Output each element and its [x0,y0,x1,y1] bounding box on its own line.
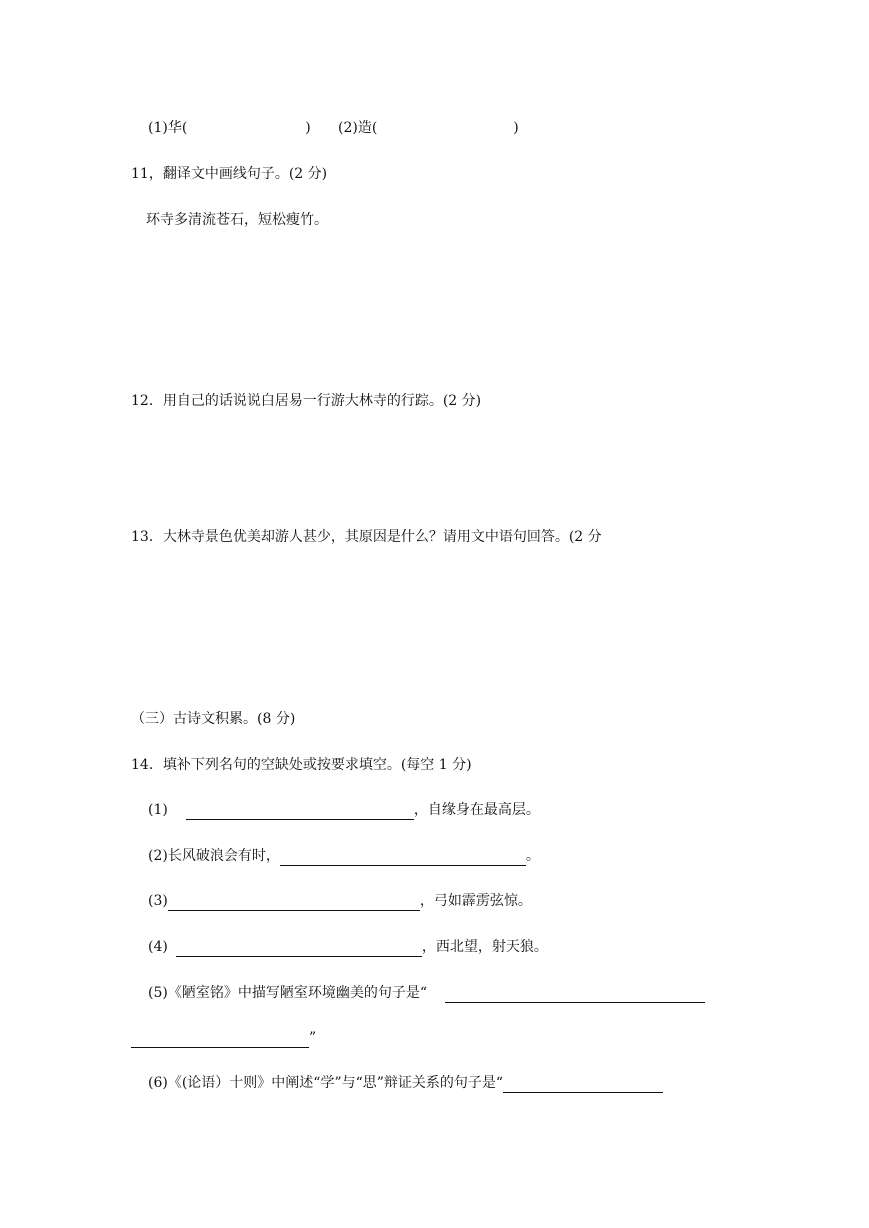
q14-item-4-prefix: (4) [148,939,168,955]
q14-title: 14．填补下列名句的空缺处或按要求填空。(每空 1 分) [131,757,472,773]
q10-item-2-label: (2)造( [338,120,378,136]
q14-item-5-blank-2[interactable] [131,1031,309,1048]
q14-item-3-blank[interactable] [168,894,420,911]
q14-item-6 [148,1073,663,1093]
q14-item-4-blank[interactable] [176,940,422,957]
q14-item-4-suffix: ，西北望，射天狼。 [421,939,548,955]
section3-title: （三）古诗文积累。(8 分) [131,711,296,727]
q10-item-1-close: ) [305,120,311,136]
q13-title: 13．大林寺景色优美却游人甚少，其原因是什么？请用文中语句回答。(2 分 [131,529,602,545]
q10-item-1 [148,118,311,138]
q14-item-5-close-quote: ” [309,1030,317,1046]
q14-item-3-suffix: ，弓如霹雳弦惊。 [419,893,532,909]
q14-item-3 [148,891,532,911]
q12-title: 12．用自己的话说说白居易一行游大林寺的行踪。(2 分) [131,393,482,409]
q14-item-5-prefix: (5)《陋室铭》中描写陋室环境幽美的句子是“ [148,985,427,1001]
q14-item-1 [148,800,540,820]
q14-item-5 [148,983,705,1003]
q11-title: 11，翻译文中画线句子。(2 分) [131,166,328,182]
q14-item-6-prefix: (6)《(论语）十则》中阐述“学”与“思”辩证关系的句子是“ [148,1075,504,1091]
q14-item-3-prefix: (3) [148,893,168,909]
q14-item-1-suffix: ，自缘身在最高层。 [413,802,540,818]
q14-item-4 [148,937,548,957]
q14-item-1-prefix: (1) [148,802,168,818]
q14-item-5-continuation [131,1028,316,1048]
q11-sentence: 环寺多清流苍石，短松瘦竹。 [146,212,328,228]
q14-item-5-blank[interactable] [445,986,705,1003]
q14-item-6-blank[interactable] [503,1076,663,1093]
q14-item-1-blank[interactable] [186,803,414,820]
q10-item-1-label: (1)华( [148,120,188,136]
q14-item-2 [148,846,540,866]
q14-item-2-prefix: (2)长风破浪会有时， [148,848,280,864]
q14-item-2-blank[interactable] [280,849,526,866]
q10-item-2 [338,118,519,138]
q10-item-2-close: ) [513,120,519,136]
q14-item-2-suffix: 。 [525,848,540,864]
